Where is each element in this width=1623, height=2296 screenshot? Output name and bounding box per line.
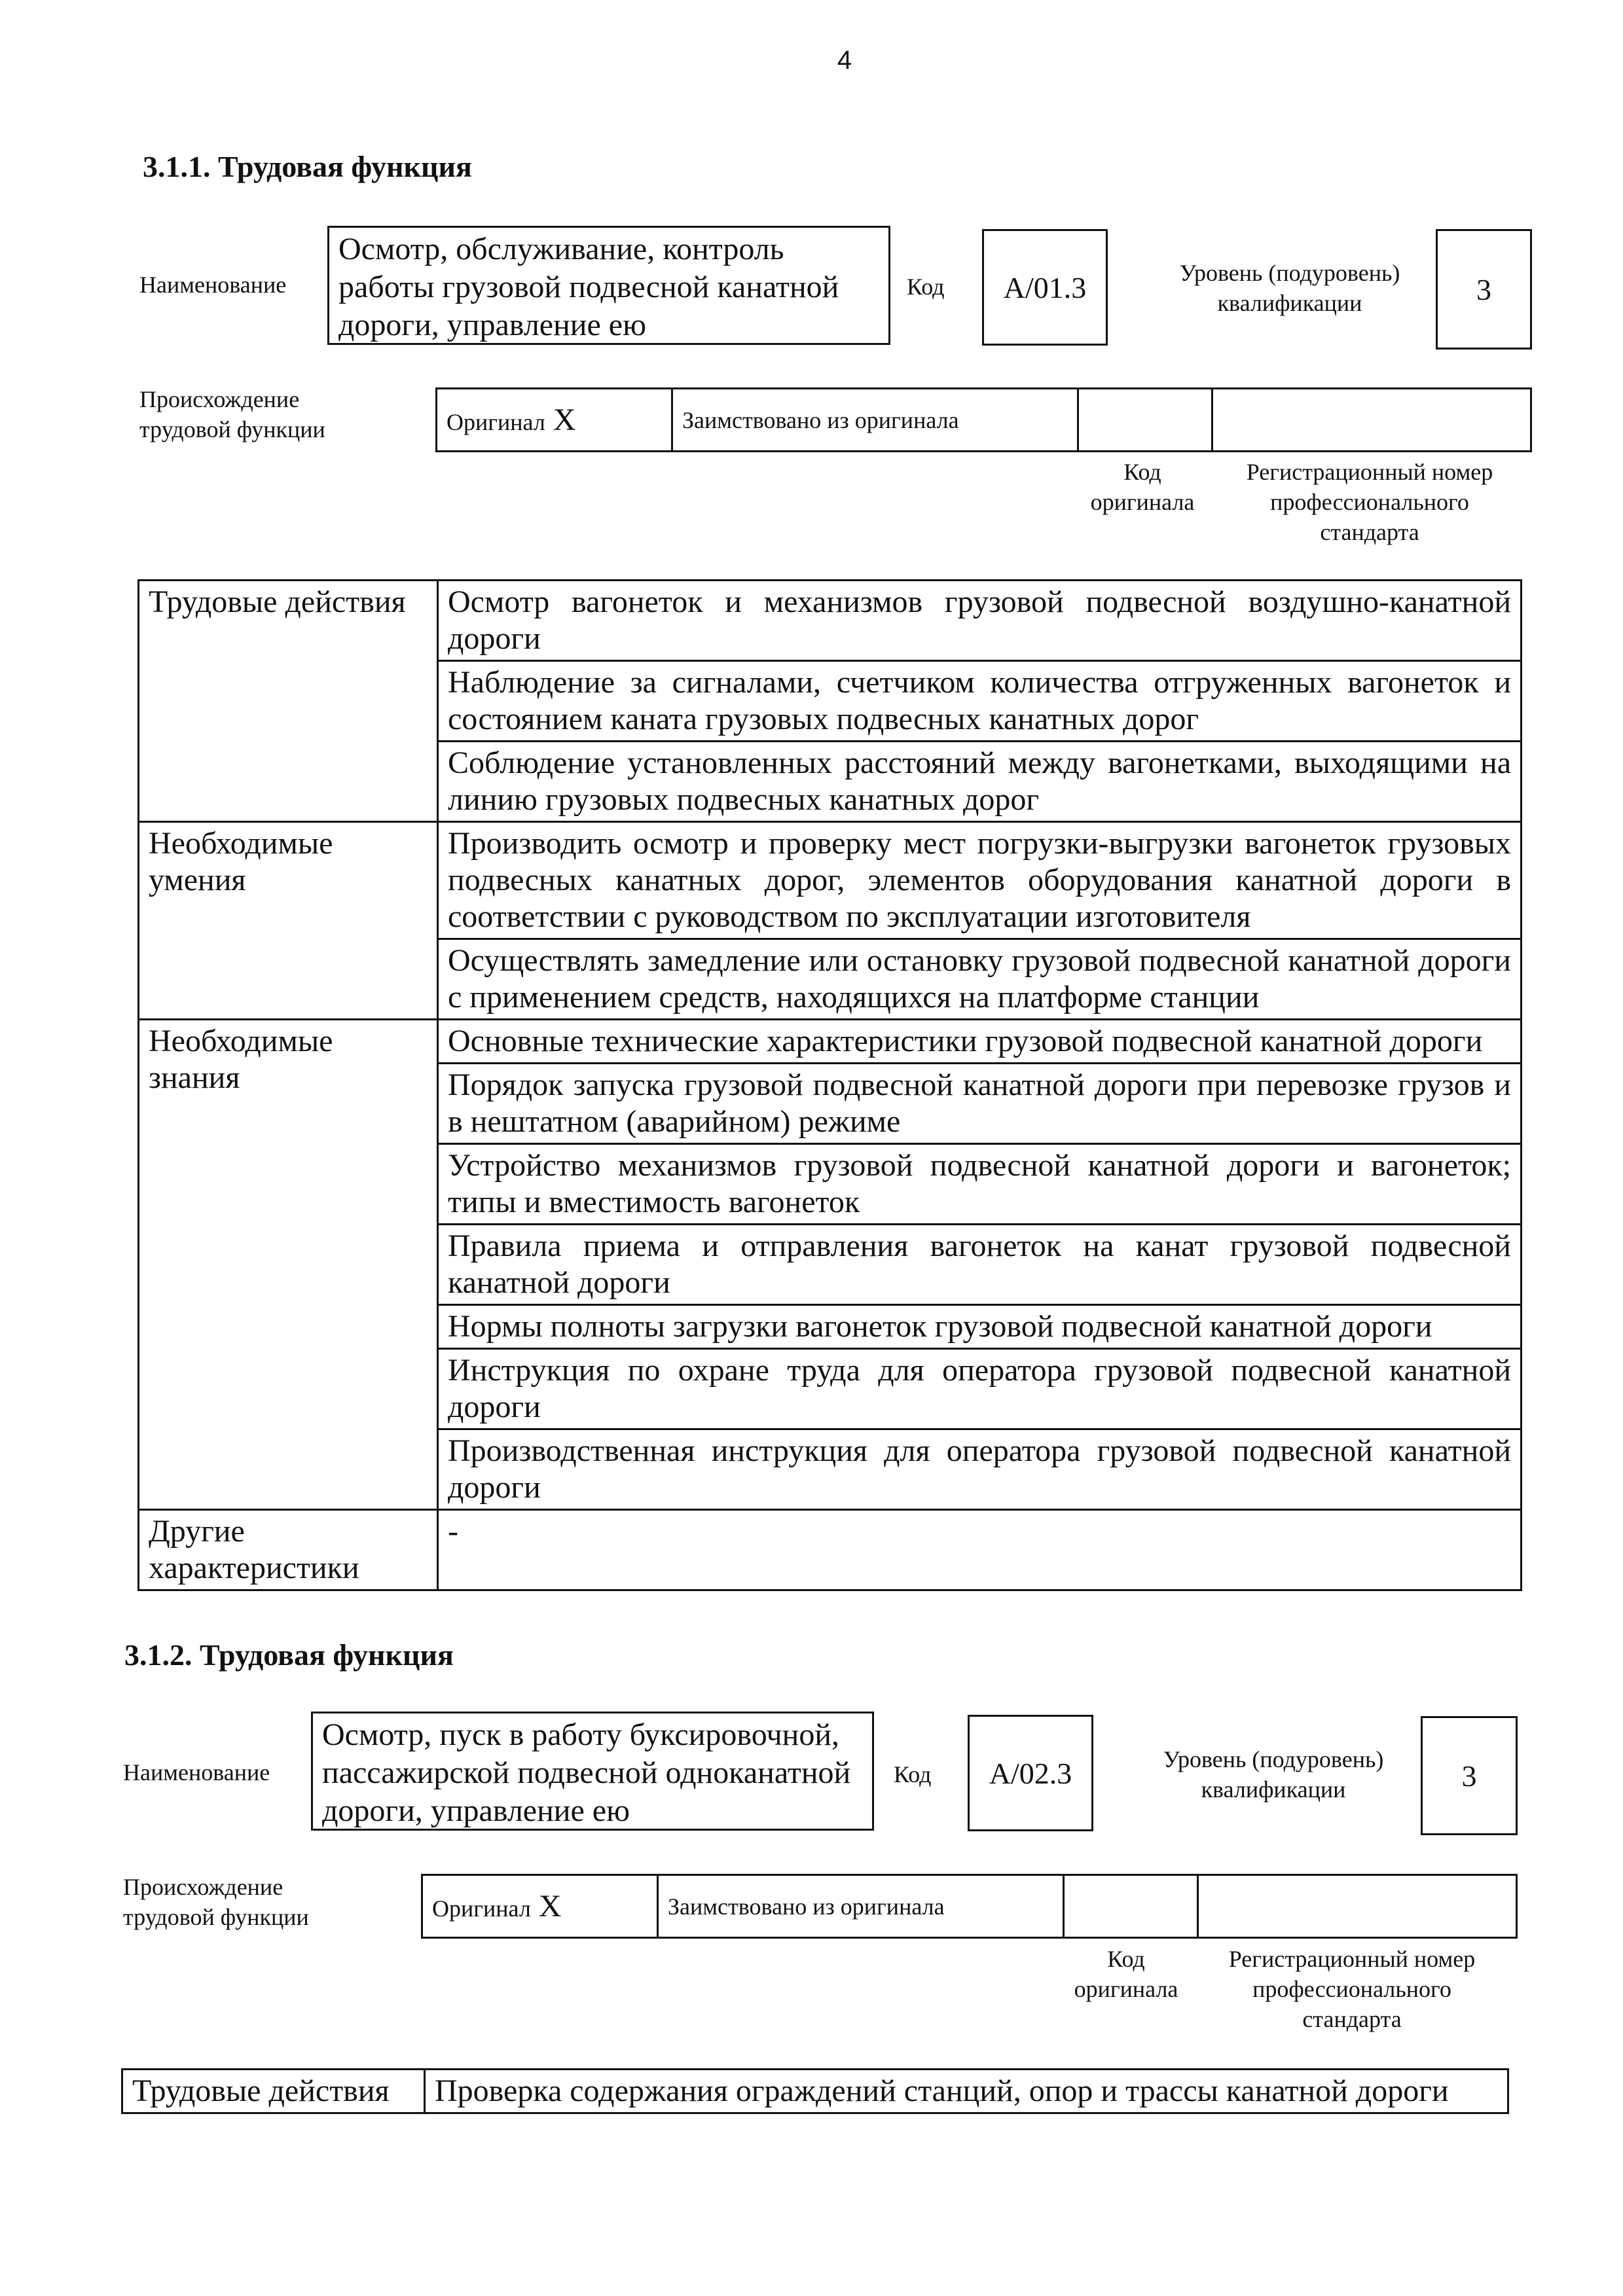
item-cell: Соблюдение установленных расстояний между вагонетками, выходящими на линию грузовых подвесных канатных дорог (438, 742, 1522, 822)
code-value-box (968, 1715, 1093, 1831)
original-label: Оригинал (432, 1895, 531, 1922)
original-cell (422, 1875, 658, 1938)
origin-table (435, 387, 1532, 452)
qualification-level-label: Уровень (подуровень) квалификации (1179, 260, 1400, 316)
item-cell: Инструкция по охране труда для оператора грузовой подвесной канатной дороги (438, 1349, 1522, 1429)
name-label: Наименование (123, 1759, 270, 1785)
item-cell: Устройство механизмов грузовой подвесной канатной дороги и вагонеток; типы и вместимость вагонеток (438, 1144, 1522, 1225)
original-code-cell (1078, 389, 1213, 452)
category-cell: Другие характеристики (139, 1510, 438, 1590)
borrowed-label: Заимствовано из оригинала (682, 406, 959, 433)
item-cell: Производственная инструкция для оператора грузовой подвесной канатной дороги (438, 1429, 1522, 1510)
item-cell: Осуществлять замедление или остановку грузовой подвесной канатной дороги с применением средств, находящихся на платформе станции (438, 939, 1522, 1020)
borrowed-label: Заимствовано из оригинала (668, 1893, 945, 1920)
item-cell: Основные технические характеристики грузовой подвесной канатной дороги (438, 1020, 1522, 1064)
category-cell: Необходимые знания (139, 1020, 438, 1510)
category-cell: Трудовые действия (139, 581, 438, 822)
table-row (139, 1020, 1522, 1064)
reg-number-cell (1198, 1875, 1517, 1938)
original-mark: X (553, 403, 576, 437)
original-code-caption: Код оригинала (1090, 459, 1195, 515)
origin-label: Происхождение трудовой функции (123, 1874, 309, 1930)
item-cell: Проверка содержания ограждений станций, опор и трассы канатной дороги (425, 2070, 1508, 2113)
code-value: A/02.3 (989, 1756, 1072, 1790)
qualification-level-label: Уровень (подуровень) квалификации (1163, 1746, 1384, 1803)
origin-label: Происхождение трудовой функции (139, 386, 325, 442)
original-cell (437, 389, 672, 452)
item-cell: Наблюдение за сигналами, счетчиком количества отгруженных вагонеток и состоянием каната грузовых подвесных канатных дорог (438, 661, 1522, 742)
qualification-level-box (1421, 1716, 1518, 1835)
code-value: A/01.3 (1003, 270, 1087, 304)
item-cell: Порядок запуска грузовой подвесной канатной дороги при перевозке грузов и в нештатном (аварийном) режиме (438, 1064, 1522, 1144)
table-row (139, 822, 1522, 939)
item-cell: Осмотр вагонеток и механизмов грузовой подвесной воздушно-канатной дороги (438, 581, 1522, 661)
item-cell: Производить осмотр и проверку мест погрузки-выгрузки вагонеток грузовых подвесных канатных дорог, элементов оборудования канатной дороги в соответствии с руководством по эксплуатации изготовителя (438, 822, 1522, 939)
section-title: 3.1.1. Трудовая функция (143, 150, 472, 183)
function-details-table (137, 579, 1522, 1591)
table-row (139, 1510, 1522, 1590)
qualification-level-value: 3 (1476, 272, 1491, 306)
category-cell: Трудовые действия (122, 2070, 425, 2113)
qualification-level-value: 3 (1461, 1759, 1477, 1793)
table-row (122, 2070, 1508, 2113)
code-label: Код (907, 274, 945, 300)
original-label: Оригинал (447, 409, 545, 435)
qualification-level-box (1436, 229, 1532, 350)
table-row (139, 581, 1522, 661)
item-cell: Нормы полноты загрузки вагонеток грузовой подвесной канатной дороги (438, 1305, 1522, 1349)
borrowed-cell (672, 389, 1078, 452)
item-cell: - (438, 1510, 1522, 1590)
original-code-caption: Код оригинала (1074, 1946, 1178, 2002)
code-label: Код (894, 1761, 932, 1787)
reg-number-cell (1213, 389, 1531, 452)
page-number: 4 (837, 46, 852, 75)
function-name-box: Осмотр, пуск в работу буксировочной, пассажирской подвесной одноканатной дороги, управление ею (311, 1712, 874, 1831)
section-title: 3.1.2. Трудовая функция (124, 1638, 454, 1672)
function-name-box: Осмотр, обслуживание, контроль работы грузовой подвесной канатной дороги, управление ею (327, 226, 890, 345)
item-cell: Правила приема и отправления вагонеток на канат грузовой подвесной канатной дороги (438, 1225, 1522, 1305)
code-value-box (982, 229, 1108, 346)
reg-number-caption: Регистрационный номер профессионального стандарта (1246, 459, 1493, 545)
name-label: Наименование (139, 272, 287, 298)
origin-table (421, 1874, 1518, 1939)
category-cell: Необходимые умения (139, 822, 438, 1020)
original-code-cell (1064, 1875, 1198, 1938)
reg-number-caption: Регистрационный номер профессионального стандарта (1228, 1946, 1476, 2032)
function-details-table (121, 2068, 1509, 2114)
original-mark: X (538, 1889, 562, 1924)
borrowed-cell (658, 1875, 1064, 1938)
